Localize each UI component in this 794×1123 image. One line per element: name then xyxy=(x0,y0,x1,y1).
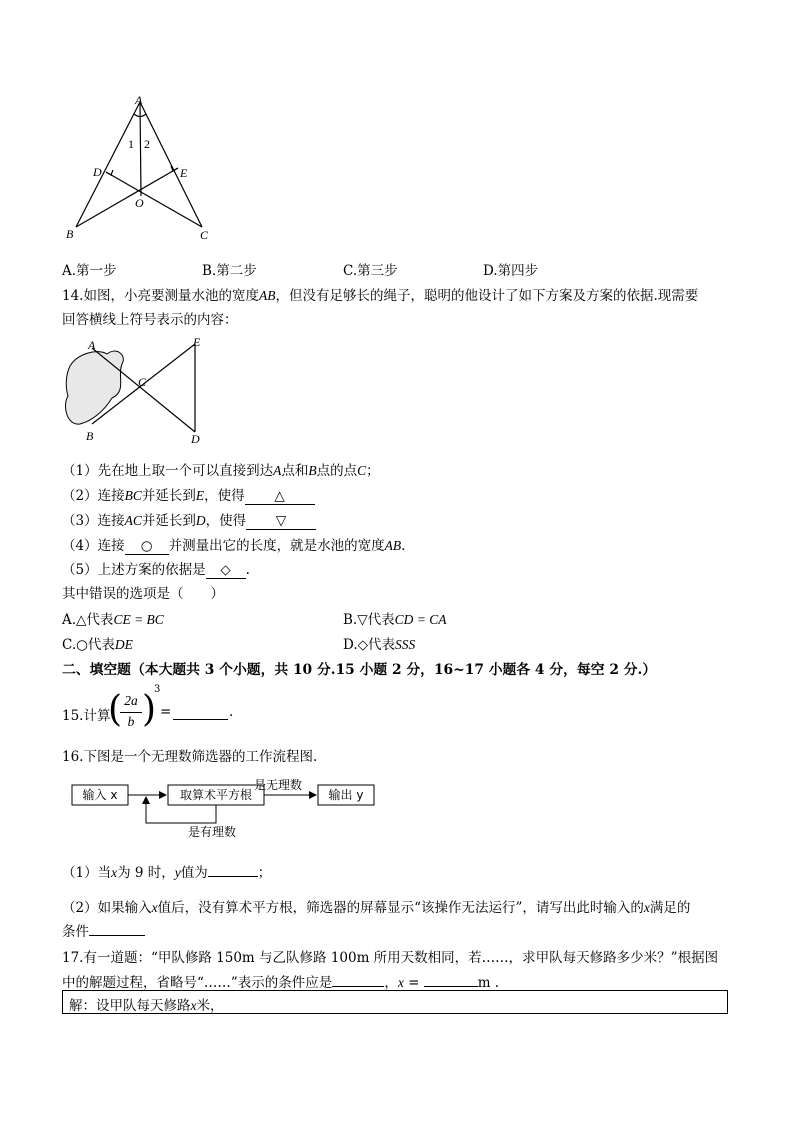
q15-equals: = xyxy=(160,704,172,720)
q14-intro-line2: 回答横线上符号表示的内容： xyxy=(62,312,238,328)
pool-shape xyxy=(65,351,123,424)
q16-part2-line2: 条件 xyxy=(62,920,145,940)
q15-answer-blank xyxy=(173,704,228,720)
irrational-label: 是无理数 xyxy=(253,778,303,792)
q16-part2-line1: （2）如果输入x值后，没有算术平方根，筛选器的屏幕显示“该操作无法运行”，请写出此时输入的x满足的 xyxy=(62,900,691,916)
q15-exponent: 3 xyxy=(154,684,161,695)
input-label: 输入 x xyxy=(82,788,118,802)
label-c: C xyxy=(200,228,209,242)
section-heading: 二、填空题（本大题共 3 个小题，共 10 分.15 小题 2 分，16~17 小题各 4 分，每空 2 分.） xyxy=(62,662,657,678)
q14-option-c: C.○代表DE xyxy=(62,637,133,653)
segment-ac xyxy=(140,102,202,227)
q14-question: 其中错误的选项是（ ） xyxy=(62,586,224,602)
label-d: D xyxy=(191,432,200,446)
figure-triangle-abc xyxy=(62,92,222,242)
label-b: B xyxy=(66,227,74,241)
q16-intro: 16.下图是一个无理数筛选器的工作流程图. xyxy=(62,749,318,765)
q14-step5: （5）上述方案的依据是 ◇ . xyxy=(62,562,250,578)
label-a: A xyxy=(135,93,143,107)
right-paren: ) xyxy=(142,689,157,730)
option-d: D.第四步 xyxy=(483,263,539,279)
q15-label: 15.计算 xyxy=(62,708,111,724)
label-a: A xyxy=(88,338,96,352)
q14-step1: （1）先在地上取一个可以直接到达A点和B点的点C； xyxy=(62,463,380,479)
left-paren: ( xyxy=(108,689,123,730)
right-angle-d xyxy=(106,170,113,175)
label-e: E xyxy=(193,336,201,349)
label-d: D xyxy=(93,165,102,179)
q14-option-b: B.▽代表CD = CA xyxy=(343,612,447,628)
q15-period: . xyxy=(229,704,234,720)
label-b: B xyxy=(86,429,94,443)
q14-intro-line1: 14.如图，小亮要测量水池的宽度AB，但没有足够长的绳子，聪明的他设计了如下方案及方案的依据.现需要 xyxy=(62,288,699,304)
q15-denominator: b xyxy=(127,714,135,729)
label-angle-1: 1 xyxy=(128,137,134,151)
sqrt-label: 取算术平方根 xyxy=(179,788,253,802)
q16-part1: （1）当x为 9 时，y值为 ； xyxy=(62,861,271,881)
figure-pool xyxy=(62,336,212,446)
label-angle-2: 2 xyxy=(144,137,150,151)
option-a: A.第一步 xyxy=(62,263,117,279)
q17-line1: 17.有一道题：“甲队修路 150m 与乙队修路 100m 所用天数相同，若……，求甲队每天修路多少米？”根据图 xyxy=(62,950,719,966)
rational-label: 是有理数 xyxy=(187,825,237,839)
fraction-bar xyxy=(120,712,142,713)
label-o: O xyxy=(135,196,144,210)
q14-step2: （2）连接BC并延长到E，使得 △ xyxy=(62,484,315,505)
label-e: E xyxy=(180,166,188,180)
q14-option-d: D.◇代表SSS xyxy=(343,637,416,653)
q14-step3: （3）连接AC并延长到D，使得 ▽ xyxy=(62,509,316,530)
q17-solution-box: 解：设甲队每天修路x米， xyxy=(62,990,728,1014)
q14-step4: （4）连接 ○ 并测量出它的长度，就是水池的宽度AB. xyxy=(62,538,406,554)
output-label: 输出 y xyxy=(328,788,364,802)
option-b: B.第二步 xyxy=(202,263,257,279)
q15-numerator: 2a xyxy=(124,693,138,708)
q17-line2: 中的解题过程，省略号“……”表示的条件应是 ，x = m . xyxy=(62,971,499,991)
flowchart xyxy=(62,775,382,840)
option-c: C.第三步 xyxy=(343,263,398,279)
segment-cd xyxy=(106,172,202,227)
label-c: C xyxy=(138,375,147,389)
q14-option-a: A.△代表CE = BC xyxy=(62,612,164,628)
